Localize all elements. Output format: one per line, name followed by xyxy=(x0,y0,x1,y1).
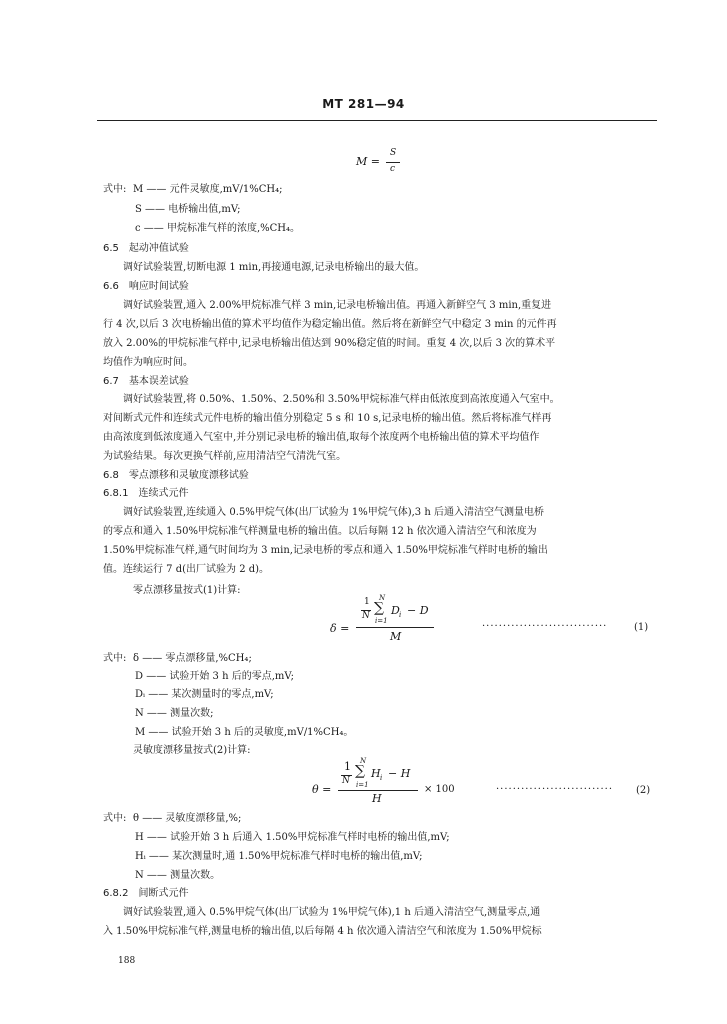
defs-1-item: Dᵢ —— 某次测量时的零点,mV; xyxy=(135,689,274,700)
paragraph-line: 调好试验装置,切断电源 1 min,再接通电源,记录电桥输出的最大值。 xyxy=(123,262,425,273)
formula-1-leader: ······························ xyxy=(482,621,608,632)
formula-2-times: × 100 xyxy=(424,784,455,795)
formula-2-term: H xyxy=(371,767,381,780)
formula-1-sum-bottom: i=1 xyxy=(375,617,388,625)
defs-2-item: θ —— 灵敏度漂移量,%; xyxy=(133,813,242,824)
paragraph-line: 由高浓度到低浓度通入气室中,并分别记录电桥的输出值,取每个浓度两个电桥输出值的算术平均值作 xyxy=(103,432,540,443)
formula-1-minus-d: − D xyxy=(407,604,429,617)
formula-2-leader: ···························· xyxy=(496,784,614,795)
defs-m-prefix: 式中: xyxy=(103,184,127,195)
defs-2-item: H —— 试验开始 3 h 后通入 1.50%甲烷标准气样时电桥的输出值,mV; xyxy=(135,832,450,843)
formula-2-sum-sign: ∑ xyxy=(355,763,365,779)
formula-1-denominator: M xyxy=(390,630,402,643)
paragraph-line: 调好试验装置,将 0.50%、1.50%、2.50%和 3.50%甲烷标准气样由低浓度到高浓度通入气室中。 xyxy=(123,394,560,405)
section-heading-6-8: 6.8 零点漂移和灵敏度漂移试验 xyxy=(103,470,249,481)
standard-code-header: MT 281—94 xyxy=(322,97,405,111)
defs-2-item: Hᵢ —— 某次测量时,通 1.50%甲烷标准气样时电桥的输出值,mV; xyxy=(135,851,423,862)
defs-1-item: D —— 试验开始 3 h 后的零点,mV; xyxy=(135,671,294,682)
page-number: 188 xyxy=(118,956,136,966)
formula-m-lhs: M = xyxy=(356,155,380,168)
formula-1-sum-top: N xyxy=(379,594,386,602)
paragraph-line: 值。连续运行 7 d(出厂试验为 2 d)。 xyxy=(103,564,270,575)
paragraph-line: 均值作为响应时间。 xyxy=(103,357,193,368)
paragraph-line: 行 4 次,以后 3 次电桥输出值的算术平均值作为稳定输出值。然后将在新鲜空气中稳定 3 min 的元件再 xyxy=(103,319,557,330)
defs-m-item: c —— 甲烷标准气样的浓度,%CH₄。 xyxy=(135,223,301,234)
formula-2-number: (2) xyxy=(636,785,651,796)
defs-1-prefix: 式中: xyxy=(103,653,127,664)
formula-1-fraction-bar xyxy=(356,627,434,628)
defs-2-item: N —— 测量次数。 xyxy=(135,870,221,881)
section-heading-6-6: 6.6 响应时间试验 xyxy=(103,281,189,292)
formula-2-sum-top: N xyxy=(360,757,367,765)
section-heading-6-8-1: 6.8.1 连续式元件 xyxy=(103,488,189,499)
formula-2-denominator: H xyxy=(372,792,382,805)
formula-1-lhs: δ = xyxy=(330,622,350,635)
defs-m-item: M —— 元件灵敏度,mV/1%CH₄; xyxy=(133,184,283,195)
formula-2-sum-bottom: i=1 xyxy=(356,781,369,789)
formula-1-term: D xyxy=(391,604,400,617)
paragraph-line: 放入 2.00%的甲烷标准气样中,记录电桥输出值达到 90%稳定值的时间。重复 4 次,以后 3 次的算术平 xyxy=(103,338,556,349)
formula-1-intro: 零点漂移量按式(1)计算: xyxy=(133,585,241,596)
defs-1-item: δ —— 零点漂移量,%CH₄; xyxy=(133,653,252,664)
formula-1-term-sub: i xyxy=(399,611,402,619)
formula-m-denominator: c xyxy=(390,164,396,174)
paragraph-line: 的零点和通入 1.50%甲烷标准气样测量电桥的输出值。以后每隔 12 h 依次通入清洁空气和浓度为 xyxy=(103,526,537,537)
paragraph-line: 对间断式元件和连续式元件电桥的输出值分别稳定 5 s 和 10 s,记录电桥的输出值。然后将标准气样再 xyxy=(103,413,552,424)
formula-1-n: N xyxy=(362,611,370,621)
paragraph-line: 调好试验装置,通入 0.5%甲烷气体(出厂试验为 1%甲烷气体),1 h 后通入清洁空气,测量零点,通 xyxy=(123,907,541,918)
paragraph-line: 1.50%甲烷标准气样,通气时间均为 3 min,记录电桥的零点和通入 1.50%甲烷标准气样时电桥的输出 xyxy=(103,545,548,556)
formula-2-fraction-bar xyxy=(338,790,418,791)
paragraph-line: 调好试验装置,连续通入 0.5%甲烷气体(出厂试验为 1%甲烷气体),3 h 后通入清洁空气测量电桥 xyxy=(123,507,544,518)
section-heading-6-7: 6.7 基本误差试验 xyxy=(103,376,189,387)
paragraph-line: 入 1.50%甲烷标准气样,测量电桥的输出值,以后每隔 4 h 依次通入清洁空气和浓度为 1.50%甲烷标 xyxy=(103,926,542,937)
formula-m-numerator: S xyxy=(390,148,397,158)
formula-2-minus-h: − H xyxy=(388,767,411,780)
defs-1-item: M —— 试验开始 3 h 后的灵敏度,mV/1%CH₄。 xyxy=(135,727,354,738)
defs-2-prefix: 式中: xyxy=(103,813,127,824)
header-rule xyxy=(97,120,657,121)
formula-2-n: N xyxy=(342,776,350,786)
formula-m-fraction-bar xyxy=(386,162,400,163)
paragraph-line: 调好试验装置,通入 2.00%甲烷标准气样 3 min,记录电桥输出值。再通入新鲜空气 3 min,重复进 xyxy=(123,300,552,311)
formula-1-sum-sign: ∑ xyxy=(374,600,384,616)
section-heading-6-8-2: 6.8.2 间断式元件 xyxy=(103,888,189,899)
formula-1-one: 1 xyxy=(364,597,370,607)
formula-2-intro: 灵敏度漂移量按式(2)计算: xyxy=(133,745,251,756)
formula-2-term-sub: i xyxy=(380,774,383,782)
defs-1-item: N —— 测量次数; xyxy=(135,708,214,719)
section-heading-6-5: 6.5 起动冲值试验 xyxy=(103,243,189,254)
defs-m-item: S —— 电桥输出值,mV; xyxy=(135,204,241,215)
formula-2-lhs: θ = xyxy=(312,783,332,796)
paragraph-line: 为试验结果。每次更换气样前,应用清洁空气清洗气室。 xyxy=(103,451,347,462)
formula-1-number: (1) xyxy=(634,622,649,633)
formula-2-one: 1 xyxy=(344,760,351,773)
